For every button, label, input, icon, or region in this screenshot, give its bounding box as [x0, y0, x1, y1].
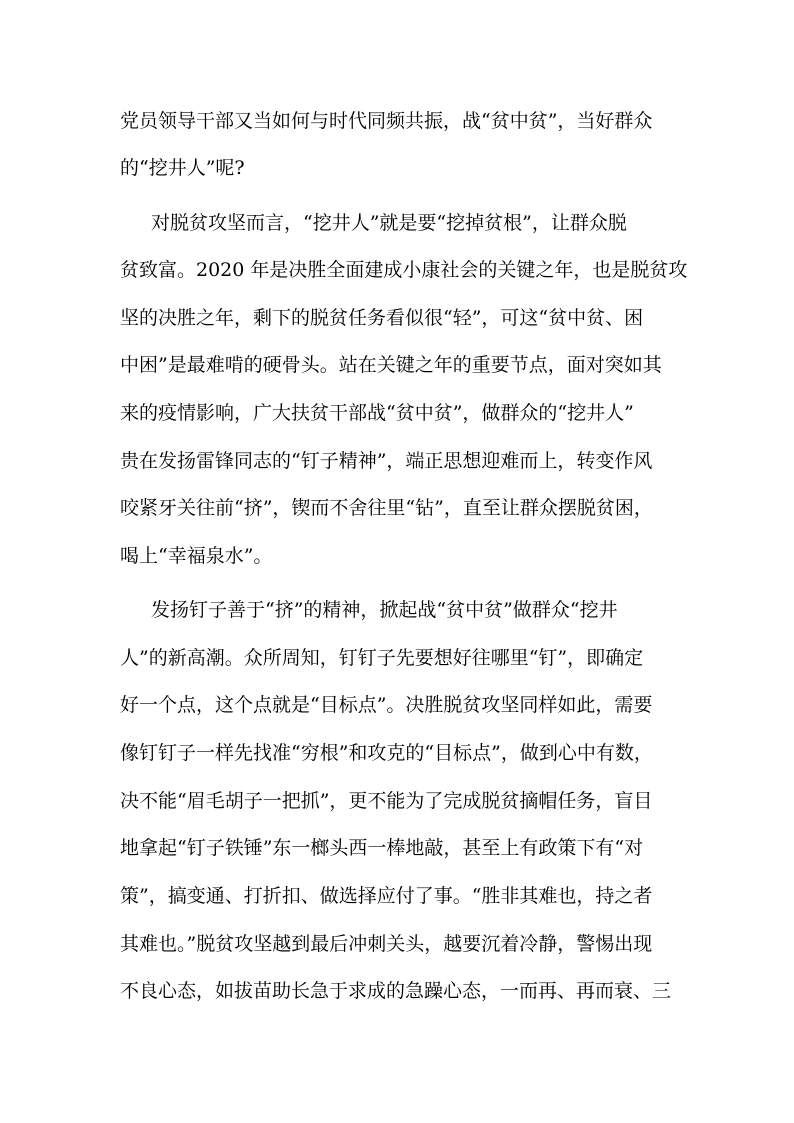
- text-line: 人”的新高潮。众所周知，钉钉子先要想好往哪里“钉”，即确定: [120, 647, 644, 669]
- text-line: 咬紧牙关往前“挤”，锲而不舍往里“钻”，直至让群众摆脱贫困，: [120, 497, 653, 519]
- text-line: 中困”是最难啃的硬骨头。站在关键之年的重要节点，面对突如其: [120, 354, 662, 376]
- paragraph-start-line: 发扬钉子善于“挤”的精神，掀起战“贫中贫”做群众“挖井: [151, 599, 618, 621]
- text-line: 坚的决胜之年，剩下的脱贫任务看似很“轻”，可这“贫中贫、困: [120, 307, 644, 329]
- text-line: 贵在发扬雷锋同志的“钉子精神”，端正思想迎难而上，转变作风: [120, 450, 653, 472]
- text-line: 其难也。”脱贫攻坚越到最后冲刺关头，越要沉着冷静，警惕出现: [120, 933, 653, 955]
- text-line: 地拿起“钉子铁锤”东一榔头西一棒地敲，甚至上有政策下有“对: [120, 837, 644, 859]
- text-line: 不良心态，如拔苗助长急于求成的急躁心态，一而再、再而衰、三: [120, 980, 672, 1002]
- text-line: 策”，搞变通、打折扣、做选择应付了事。“胜非其难也，持之者: [120, 885, 653, 907]
- text-line: 喝上“幸福泉水”。: [120, 545, 273, 567]
- text-line: 好一个点，这个点就是“目标点”。决胜脱贫攻坚同样如此，需要: [120, 694, 653, 716]
- text-line: 党员领导干部又当如何与时代同频共振，战“贫中贫”，当好群众: [120, 110, 653, 132]
- text-line: 来的疫情影响，广大扶贫干部战“贫中贫”，做群众的“挖井人”: [120, 402, 634, 424]
- text-line: 的“挖井人”呢?: [120, 157, 245, 179]
- text-line: 贫致富。2020 年是决胜全面建成小康社会的关键之年，也是脱贫攻: [120, 259, 688, 281]
- paragraph-start-line: 对脱贫攻坚而言，“挖井人”就是要“挖掉贫根”，让群众脱: [151, 212, 627, 234]
- text-line: 像钉钉子一样先找准“穷根”和攻克的“目标点”，做到心中有数，: [120, 742, 653, 764]
- text-line: 决不能“眉毛胡子一把抓”，更不能为了完成脱贫摘帽任务，盲目: [120, 790, 653, 812]
